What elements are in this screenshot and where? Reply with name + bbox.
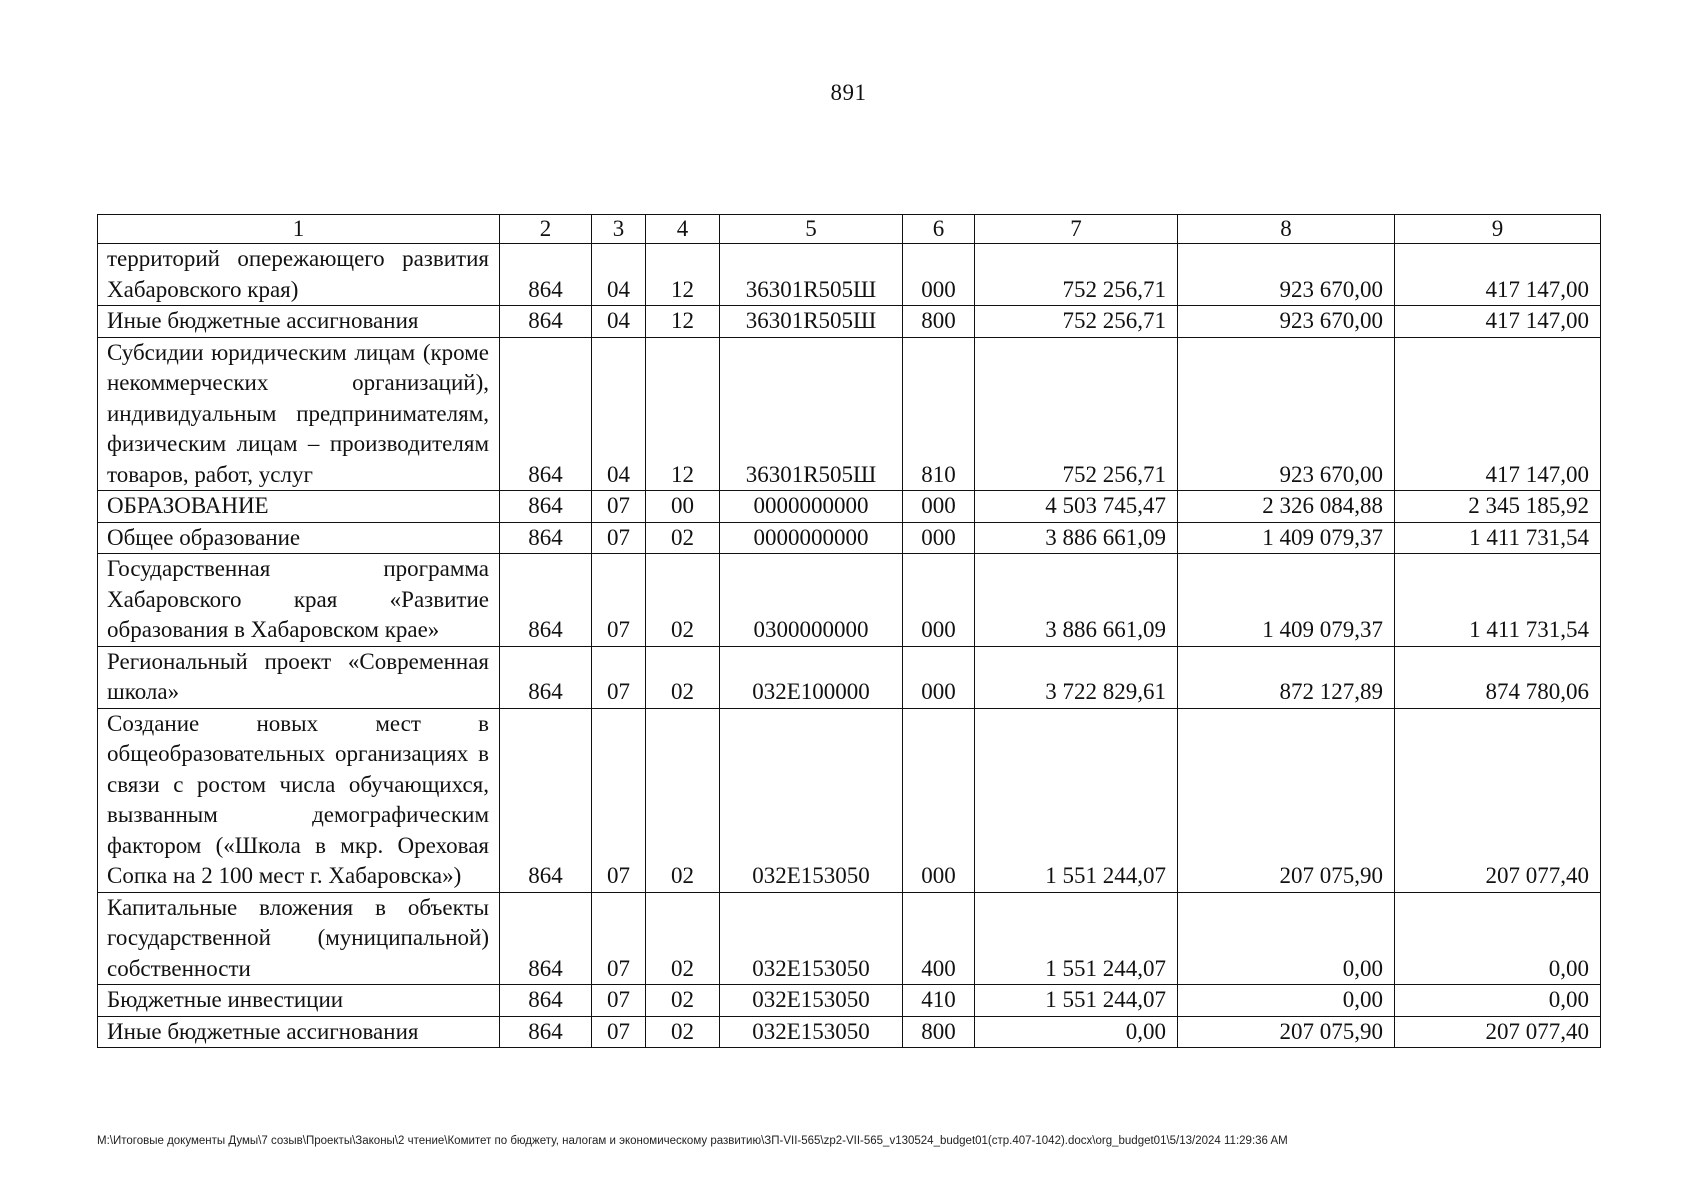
cell-expense-type: 800 [903,306,975,338]
cell-expense-type: 000 [903,522,975,554]
header-row [98,215,1601,244]
page-number: 891 [830,80,867,105]
cell-amount-7: 3 886 661,09 [975,522,1178,554]
cell-subsection: 00 [646,491,720,523]
row-name: ОБРАЗОВАНИЕ [98,491,500,523]
cell-amount-8: 207 075,90 [1178,1016,1395,1048]
cell-amount-7: 1 551 244,07 [975,985,1178,1017]
column-header: 9 [1395,215,1601,244]
column-header: 6 [903,215,975,244]
cell-section: 04 [592,337,646,491]
cell-subsection: 02 [646,985,720,1017]
table-row [98,985,1601,1017]
cell-amount-9: 417 147,00 [1395,337,1601,491]
row-name: Капитальные вложения в объекты государственной (муниципальной) собственности [98,892,500,985]
cell-expense-type: 000 [903,244,975,306]
cell-subsection: 02 [646,1016,720,1048]
cell-ministry: 864 [500,337,592,491]
row-name: Иные бюджетные ассигнования [98,1016,500,1048]
cell-section: 04 [592,244,646,306]
cell-expense-type: 000 [903,491,975,523]
cell-amount-8: 1 409 079,37 [1178,522,1395,554]
cell-expense-type: 000 [903,708,975,892]
cell-expense-type: 400 [903,892,975,985]
cell-amount-9: 874 780,06 [1395,646,1601,708]
cell-section: 07 [592,522,646,554]
cell-ministry: 864 [500,306,592,338]
cell-expense-type: 410 [903,985,975,1017]
cell-target-article: 032Е100000 [720,646,903,708]
cell-amount-9: 417 147,00 [1395,306,1601,338]
cell-amount-7: 752 256,71 [975,306,1178,338]
table-row [98,306,1601,338]
row-name: территорий опережающего развития Хабаровского края) [98,244,500,306]
column-header: 4 [646,215,720,244]
cell-ministry: 864 [500,1016,592,1048]
table-row [98,708,1601,892]
table-row [98,1016,1601,1048]
row-name: Иные бюджетные ассигнования [98,306,500,338]
cell-amount-8: 0,00 [1178,892,1395,985]
cell-section: 07 [592,985,646,1017]
cell-section: 07 [592,892,646,985]
cell-expense-type: 000 [903,646,975,708]
row-name: Создание новых мест в общеобразовательных организациях в связи с ростом числа обучающихся, вызванным демографическим фактором («Школа в мкр. Ореховая Сопка на 2 100 мест г. Хабаровска») [98,708,500,892]
cell-amount-7: 4 503 745,47 [975,491,1178,523]
cell-target-article: 0000000000 [720,491,903,523]
cell-amount-9: 207 077,40 [1395,1016,1601,1048]
cell-ministry: 864 [500,554,592,647]
cell-ministry: 864 [500,491,592,523]
cell-subsection: 12 [646,306,720,338]
cell-amount-8: 923 670,00 [1178,244,1395,306]
cell-target-article: 36301R505Ш [720,244,903,306]
cell-amount-8: 1 409 079,37 [1178,554,1395,647]
column-header: 1 [98,215,500,244]
cell-section: 07 [592,554,646,647]
row-name: Общее образование [98,522,500,554]
column-header: 7 [975,215,1178,244]
cell-target-article: 032Е153050 [720,1016,903,1048]
cell-subsection: 02 [646,892,720,985]
cell-amount-8: 872 127,89 [1178,646,1395,708]
cell-section: 07 [592,1016,646,1048]
cell-amount-9: 2 345 185,92 [1395,491,1601,523]
cell-subsection: 02 [646,522,720,554]
cell-amount-8: 2 326 084,88 [1178,491,1395,523]
cell-expense-type: 810 [903,337,975,491]
table-row [98,244,1601,306]
cell-amount-7: 1 551 244,07 [975,708,1178,892]
column-header: 3 [592,215,646,244]
row-name: Государственная программа Хабаровского края «Развитие образования в Хабаровском крае» [98,554,500,647]
row-name: Бюджетные инвестиции [98,985,500,1017]
cell-amount-7: 3 886 661,09 [975,554,1178,647]
cell-expense-type: 000 [903,554,975,647]
cell-section: 04 [592,306,646,338]
cell-ministry: 864 [500,522,592,554]
cell-subsection: 12 [646,244,720,306]
cell-ministry: 864 [500,892,592,985]
cell-target-article: 36301R505Ш [720,306,903,338]
budget-table [97,214,1601,1048]
cell-target-article: 032Е153050 [720,985,903,1017]
cell-amount-9: 1 411 731,54 [1395,522,1601,554]
cell-amount-8: 207 075,90 [1178,708,1395,892]
cell-subsection: 02 [646,554,720,647]
cell-amount-7: 3 722 829,61 [975,646,1178,708]
table-row [98,554,1601,647]
column-header: 8 [1178,215,1395,244]
table-row [98,522,1601,554]
cell-target-article: 0000000000 [720,522,903,554]
cell-ministry: 864 [500,244,592,306]
table-row [98,337,1601,491]
cell-amount-9: 207 077,40 [1395,708,1601,892]
document-path-footer: М:\Итоговые документы Думы\7 созыв\Проекты\Законы\2 чтение\Комитет по бюджету, налогам и экономическому развитию\ЗП-VII-565\zp2-VII-565_v130524_budget01(стр.407-1042).docx\org_budget01\5/13/2024 11:29:36 AM [97,1135,1288,1147]
cell-expense-type: 800 [903,1016,975,1048]
column-header: 2 [500,215,592,244]
cell-ministry: 864 [500,985,592,1017]
table-row [98,892,1601,985]
cell-amount-7: 0,00 [975,1016,1178,1048]
cell-amount-8: 923 670,00 [1178,306,1395,338]
cell-section: 07 [592,708,646,892]
cell-amount-7: 752 256,71 [975,244,1178,306]
table-row [98,491,1601,523]
cell-subsection: 02 [646,708,720,892]
table-row [98,646,1601,708]
cell-amount-9: 1 411 731,54 [1395,554,1601,647]
cell-target-article: 032Е153050 [720,708,903,892]
cell-amount-7: 1 551 244,07 [975,892,1178,985]
row-name: Субсидии юридическим лицам (кроме некоммерческих организаций), индивидуальным предпринимателям, физическим лицам – производителям товаров, работ, услуг [98,337,500,491]
cell-subsection: 02 [646,646,720,708]
cell-amount-9: 0,00 [1395,985,1601,1017]
cell-amount-7: 752 256,71 [975,337,1178,491]
cell-amount-8: 0,00 [1178,985,1395,1017]
cell-subsection: 12 [646,337,720,491]
cell-target-article: 0300000000 [720,554,903,647]
cell-amount-9: 417 147,00 [1395,244,1601,306]
cell-section: 07 [592,646,646,708]
cell-amount-8: 923 670,00 [1178,337,1395,491]
cell-target-article: 36301R505Ш [720,337,903,491]
cell-ministry: 864 [500,646,592,708]
cell-section: 07 [592,491,646,523]
cell-target-article: 032Е153050 [720,892,903,985]
row-name: Региональный проект «Современная школа» [98,646,500,708]
cell-amount-9: 0,00 [1395,892,1601,985]
cell-ministry: 864 [500,708,592,892]
column-header: 5 [720,215,903,244]
